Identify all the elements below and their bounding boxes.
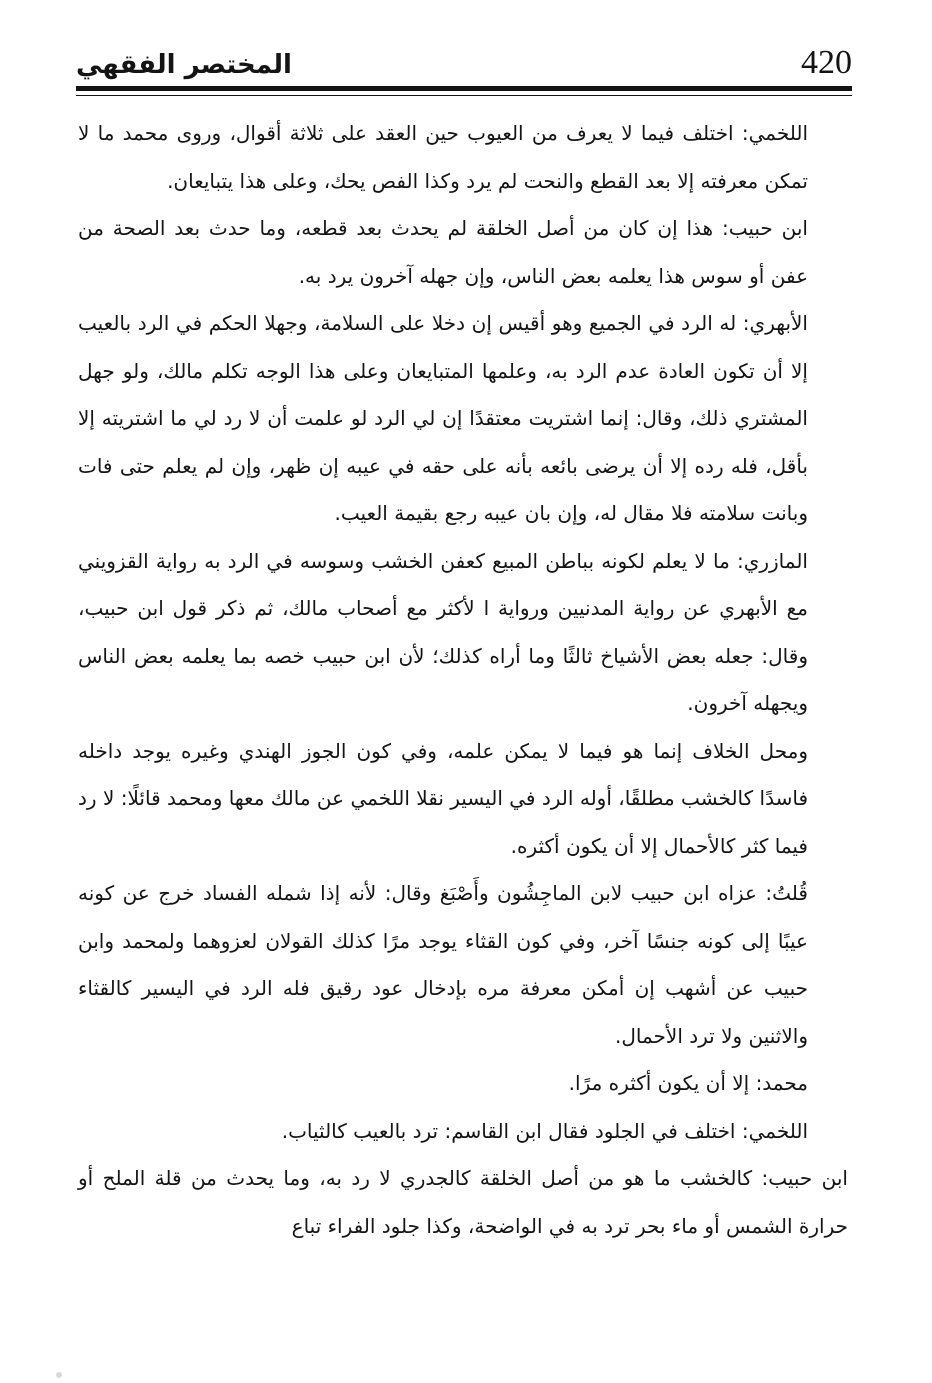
paragraph: ابن حبيب: هذا إن كان من أصل الخلقة لم يحدث بعد قطعه، وما حدث بعد الصحة من عفن أو سوس هذا يعلمه بعض الناس، وإن جهله آخرون يرد به. (78, 216, 808, 288)
paragraph: ابن حبيب: كالخشب ما هو من أصل الخلقة كالجدري لا رد به، وما يحدث من قلة الملح أو حرارة الشمس أو ماء بحر ترد به في الواضحة، وكذا جلود الفراء تباع (78, 1166, 848, 1238)
paragraph: محمد: إلا أن يكون أكثره مرًا. (568, 1071, 808, 1095)
page-number: 420 (801, 44, 852, 81)
paragraph: قُلتُ: عزاه ابن حبيب لابن الماجِشُون وأَصْبَغ وقال: لأنه إذا شمله الفساد خرج عن كونه عيبًا إلى كونه جنسًا آخر، وفي كون القثاء يوجد مرًا كذلك القولان لعزوهما ولمحمد وابن حبيب عن أشهب إن أمكن معرفة مره بإدخال عود رقيق فله الرد في اليسير كالقثاء والاثنين ولا ترد الأحمال. (78, 881, 808, 1048)
paragraph: اللخمي: اختلف في الجلود فقال ابن القاسم: ترد بالعيب كالثياب. (281, 1118, 808, 1143)
running-title: المختصر الفقهي (76, 50, 292, 80)
paragraph: الأبهري: له الرد في الجميع وهو أقيس إن دخلا على السلامة، وجهلا الحكم في الرد بالعيب إلا أن تكون العادة عدم الرد به، وعلمها المتبايعان وعلى هذا الوجه تكلم مالك، ولو جهل المشتري ذلك، وقال: إنما اشتريت معتقدًا إن لي الرد لو علمت أن لا رد لي ما اشتريته إلا بأقل، فله رده إلا أن يرضى بائعه بأنه على حقه في عيبه إن ظهر، وإن لم يعلم حتى فات وبانت سلامته فلا مقال له، وإن بان عيبه رجع بقيمة العيب. (78, 311, 808, 525)
paragraph: ومحل الخلاف إنما هو فيما لا يمكن علمه، وفي كون الجوز الهندي وغيره يوجد داخله فاسدًا كالخشب مطلقًا، أوله الرد في اليسير نقلا اللخمي عن مالك معها ومحمد قائلًا: لا رد فيما كثر كالأحمال إلا أن يكون أكثره. (78, 738, 808, 858)
body-text (78, 110, 848, 1250)
paragraph: اللخمي: اختلف فيما لا يعرف من العيوب حين العقد على ثلاثة أقوال، وروى محمد ما لا تمكن معرفته إلا بعد القطع والنحت لم يرد وكذا الفص يحك، وعلى هذا يتبايعان. (78, 121, 808, 193)
page-header (76, 34, 852, 86)
page-speck (56, 1372, 62, 1378)
header-rule-thick (76, 86, 852, 91)
header-rule-thin (76, 95, 852, 96)
paragraph: المازري: ما لا يعلم لكونه بباطن المبيع كعفن الخشب وسوسه في الرد به رواية القزويني مع الأبهري عن رواية المدنيين ورواية ا لأكثر مع أصحاب مالك، ثم ذكر قول ابن حبيب، وقال: جعله بعض الأشياخ ثالثًا وما أراه كذلك؛ لأن ابن حبيب خصه بما يعلمه بعض الناس ويجهله آخرون. (78, 548, 808, 715)
